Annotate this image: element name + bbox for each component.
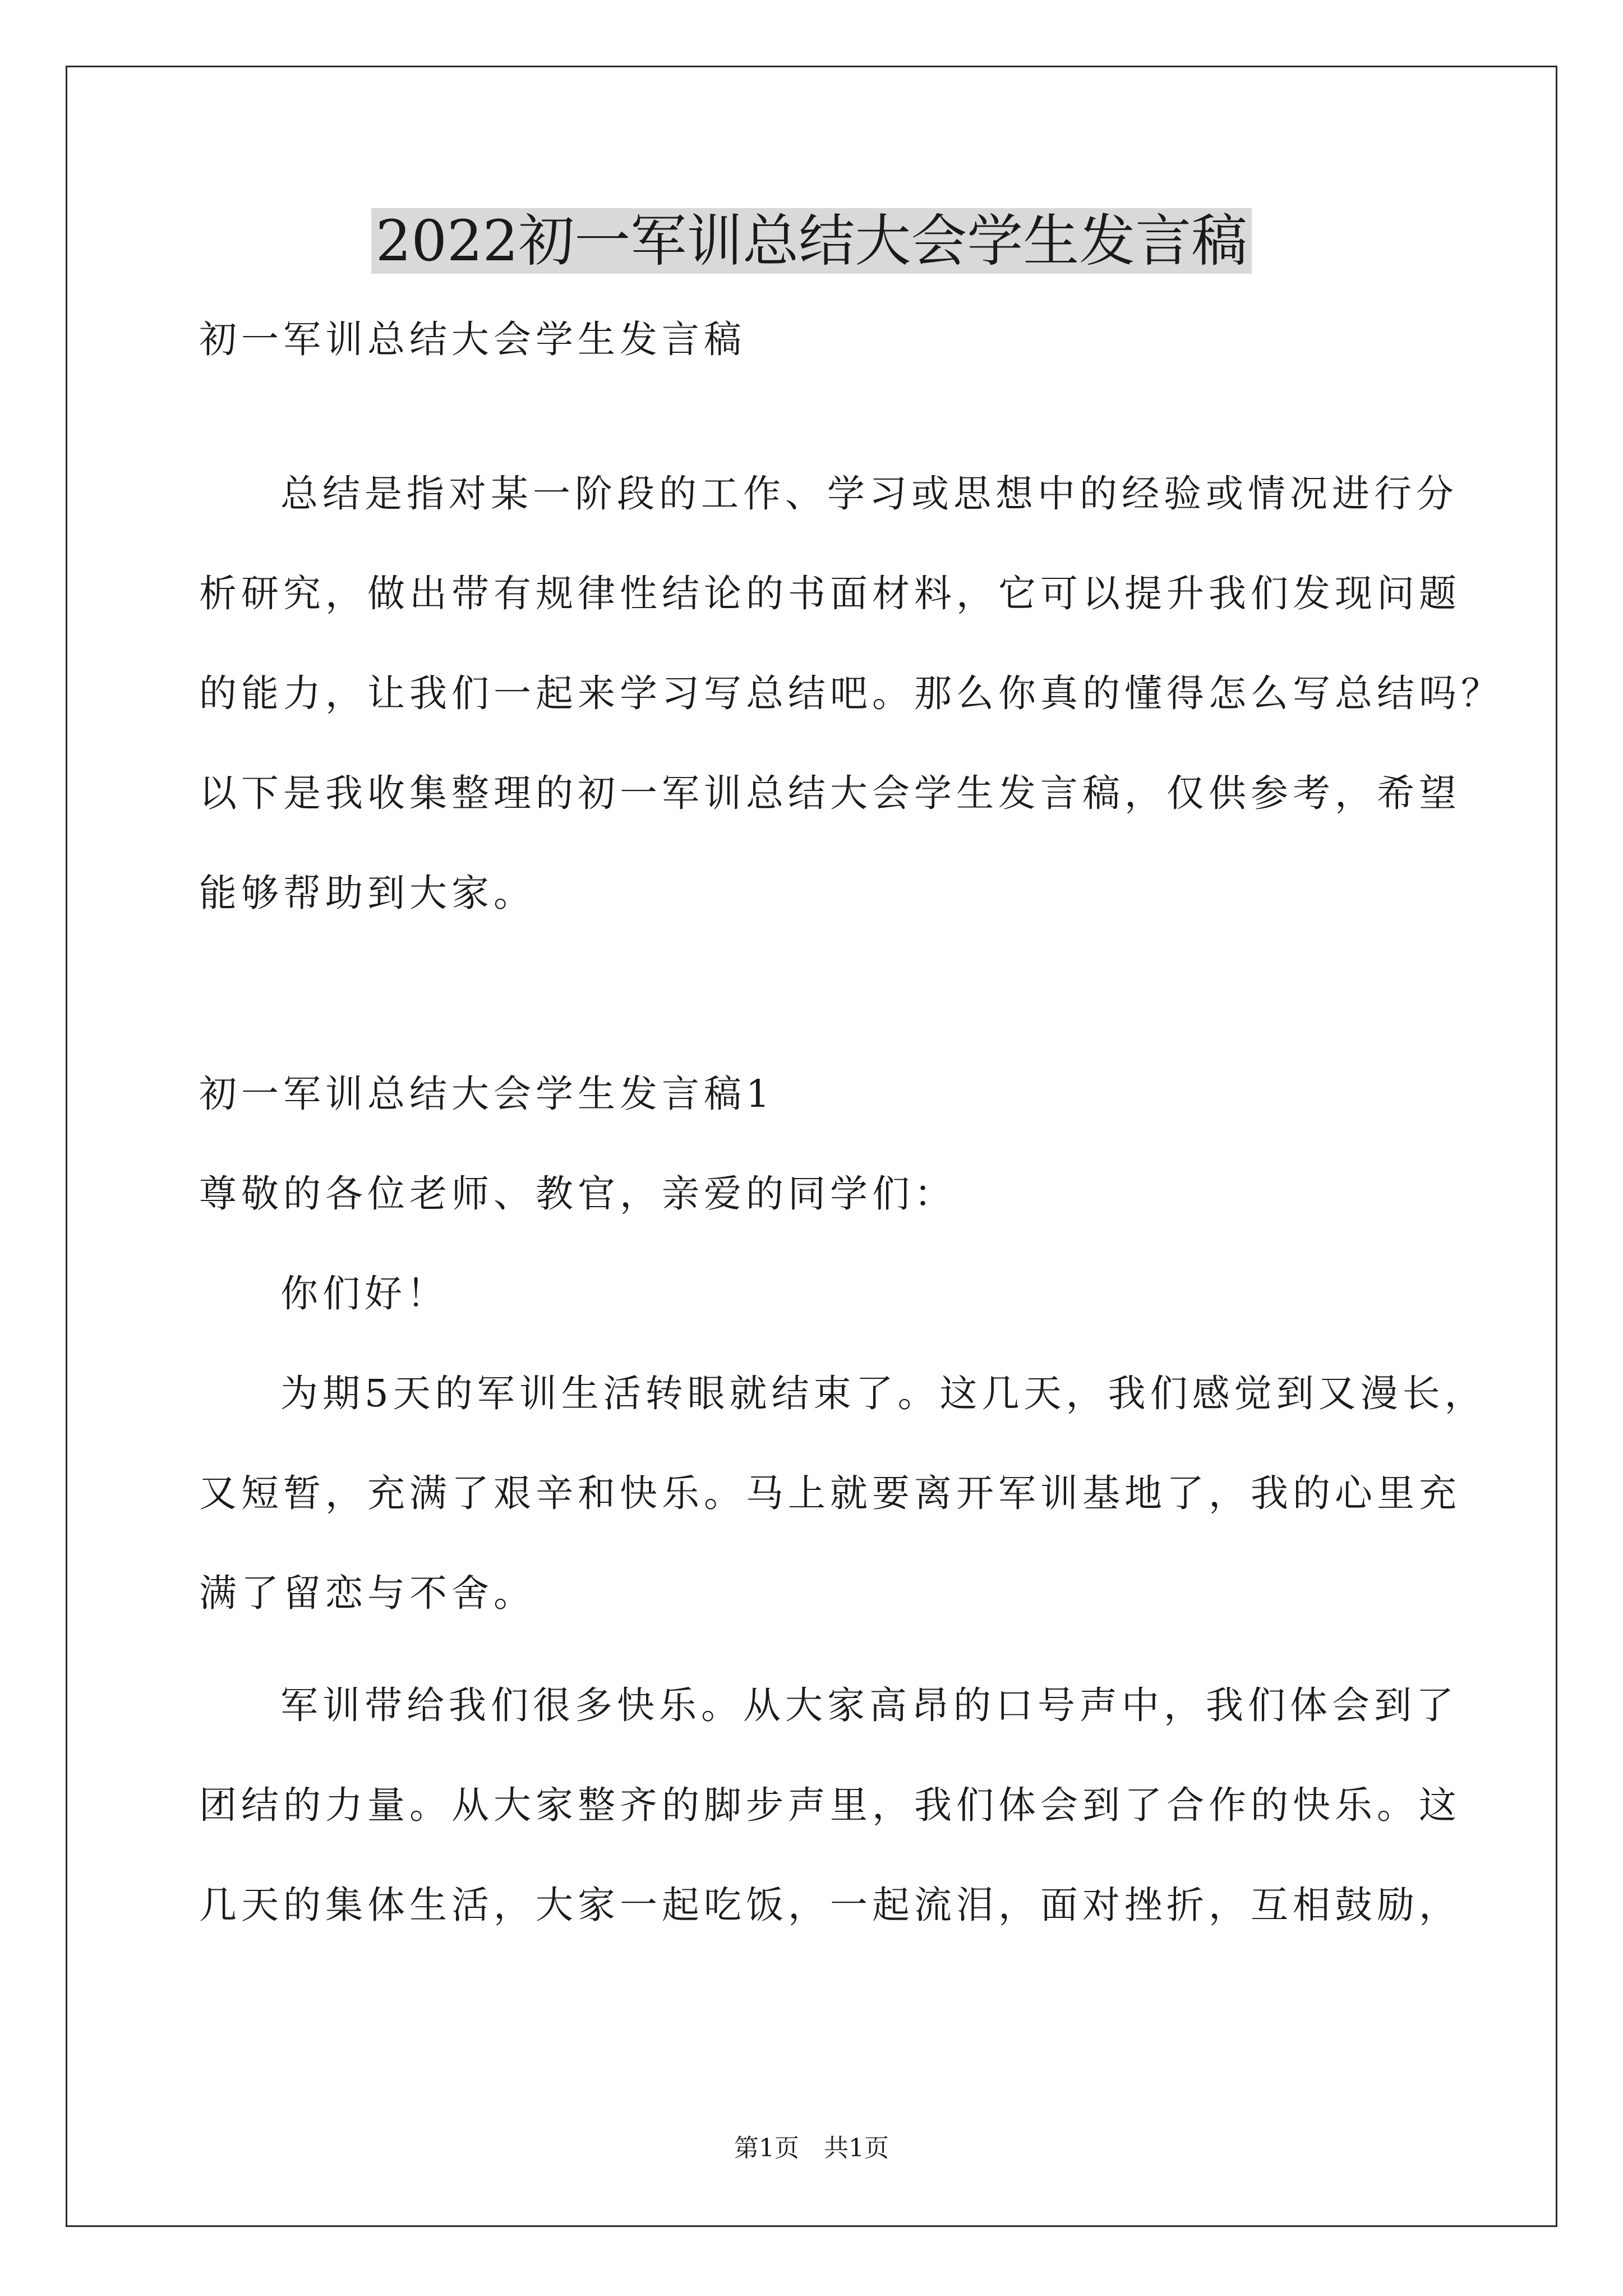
subtitle-line: 初一军训总结大会学生发言稿 xyxy=(199,318,746,361)
page-footer xyxy=(0,2132,1623,2165)
paragraph-line: 又短暂，充满了艰辛和快乐。马上就要离开军训基地了，我的心里充 xyxy=(199,1471,1461,1515)
section-heading: 初一军训总结大会学生发言稿1 xyxy=(199,1072,774,1116)
paragraph-line: 军训带给我们很多快乐。从大家高昂的口号声中，我们体会到了 xyxy=(280,1683,1458,1727)
greeting-line: 你们好！ xyxy=(280,1272,449,1315)
paragraph-line: 以下是我收集整理的初一军训总结大会学生发言稿，仅供参考，希望 xyxy=(199,771,1461,815)
paragraph-line: 满了留恋与不舍。 xyxy=(199,1571,536,1615)
paragraph-line: 能够帮助到大家。 xyxy=(199,871,536,915)
paragraph-line: 析研究，做出带有规律性结论的书面材料，它可以提升我们发现问题 xyxy=(199,572,1461,615)
page-current-label: 第1页 xyxy=(734,2134,799,2162)
paragraph-line: 总结是指对某一阶段的工作、学习或思想中的经验或情况进行分 xyxy=(280,472,1458,516)
document-title: 2022初一军训总结大会学生发言稿 xyxy=(0,205,1623,278)
paragraph-line: 为期5天的军训生活转眼就结束了。这几天，我们感觉到又漫长， xyxy=(280,1372,1487,1415)
salutation-line: 尊敬的各位老师、教官，亲爱的同学们： xyxy=(199,1172,956,1216)
paragraph-line: 几天的集体生活，大家一起吃饭，一起流泪，面对挫折，互相鼓励， xyxy=(199,1883,1461,1927)
page-total-label: 共1页 xyxy=(824,2134,889,2162)
paragraph-line: 的能力，让我们一起来学习写总结吧。那么你真的懂得怎么写总结吗？ xyxy=(199,671,1503,715)
paragraph-line: 团结的力量。从大家整齐的脚步声里，我们体会到了合作的快乐。这 xyxy=(199,1783,1461,1827)
